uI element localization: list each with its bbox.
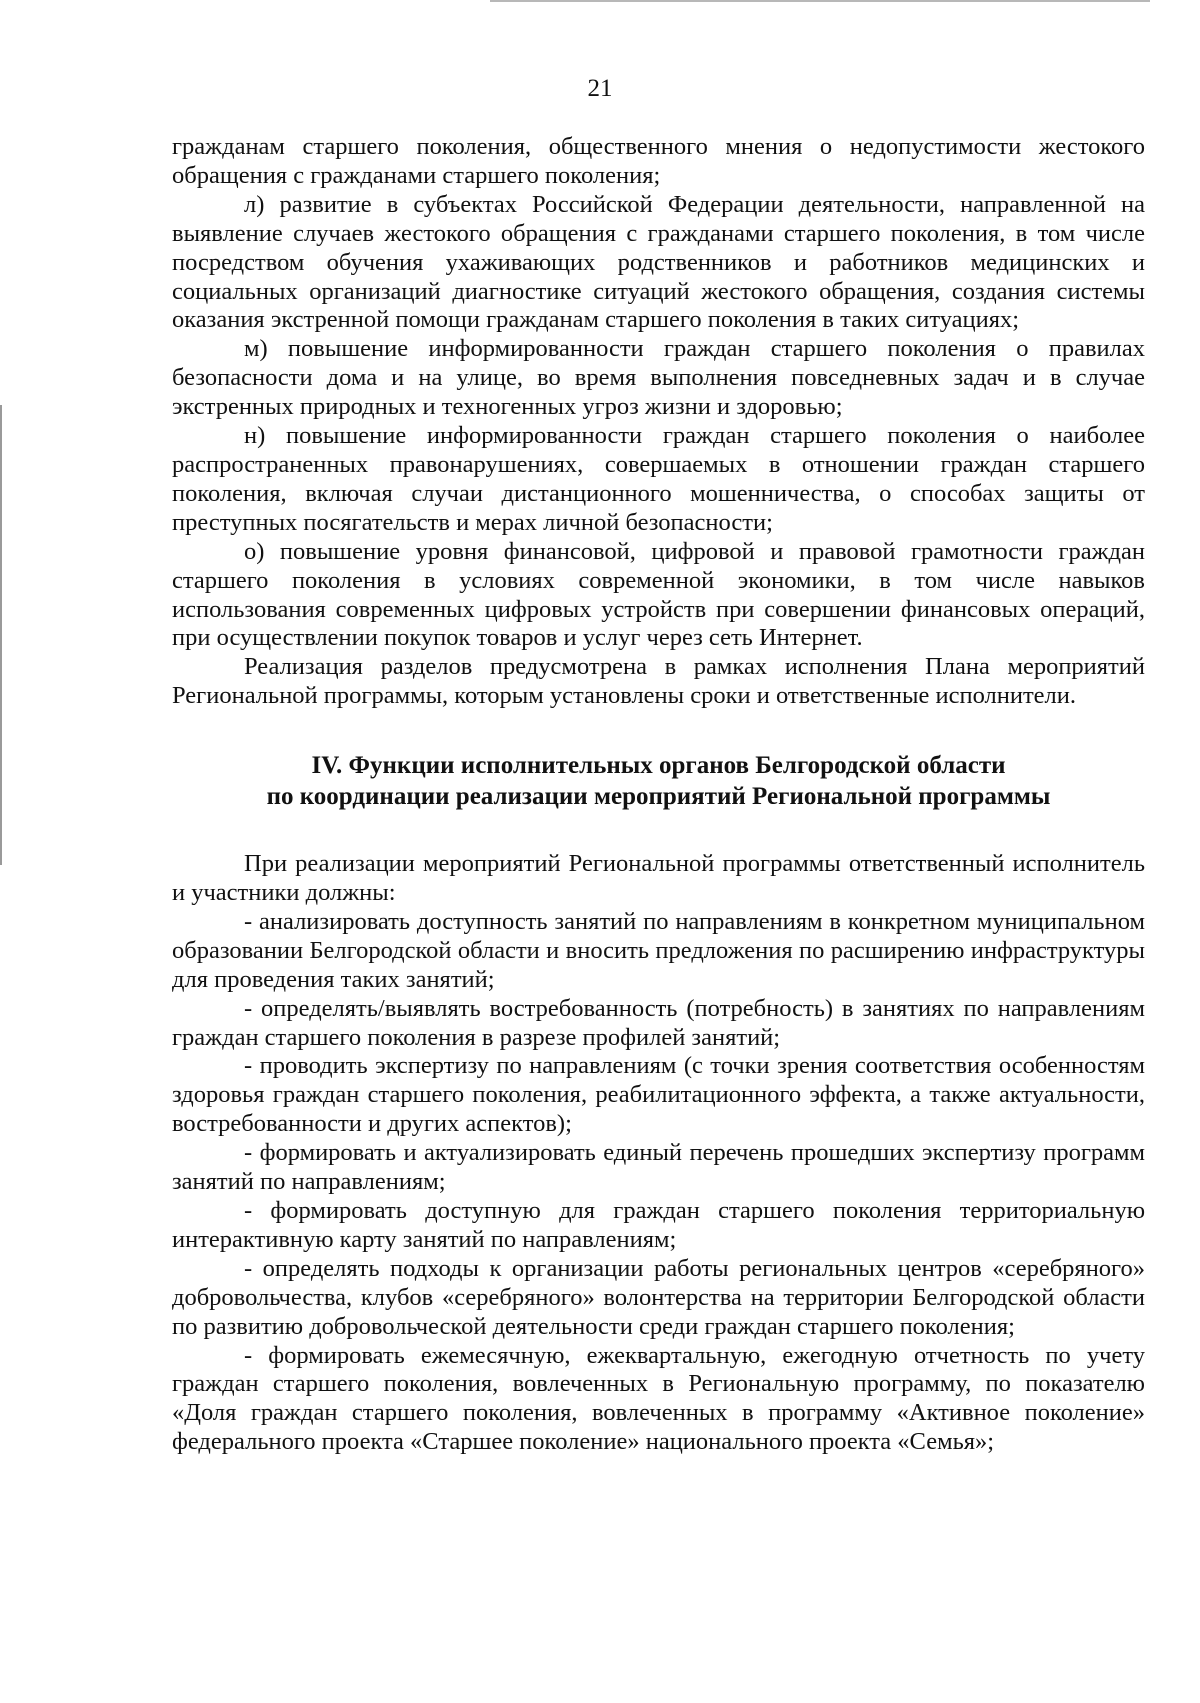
paragraph: При реализации мероприятий Региональной программы ответственный исполнитель и участники должны:: [172, 850, 1145, 907]
page-number: 21: [587, 75, 613, 102]
left-edge-line: [0, 405, 2, 865]
list-item: - формировать доступную для граждан старшего поколения территориальную интерактивную карту занятий по направлениям;: [172, 1197, 1145, 1253]
list-item: - анализировать доступность занятий по направлениям в конкретном муниципальном образовании Белгородской области и вносить предложения по расширению инфраструктуры для проведения таких занятий;: [172, 907, 1145, 993]
paragraph: л) развитие в субъектах Российской Федерации деятельности, направленной на выявление случаев жестокого обращения с гражданами старшего поколения, в том числе посредством обучения ухаживающих родственников и работников медицинских и социальных организаций диагностике ситуаций жестокого обращения, создания системы оказания экстренной помощи гражданам старшего поколения в таких ситуациях;: [172, 190, 1145, 334]
paragraph: гражданам старшего поколения, общественного мнения о недопустимости жестокого обращения с гражданами старшего поколения;: [172, 133, 1145, 189]
top-edge-line: [490, 0, 1150, 2]
section-heading-line-2: по координации реализации мероприятий Региональной программы: [266, 783, 1051, 811]
list-item: - формировать ежемесячную, ежеквартальную, ежегодную отчетность по учету граждан старшего поколения, вовлеченных в Региональную программу, по показателю «Доля граждан старшего поколения, вовлеченных в программу «Активное поколение» федерального проекта «Старшее поколение» национального проекта «Семья»;: [172, 1341, 1145, 1456]
list-item: - определять подходы к организации работы региональных центров «серебряного» добровольчества, клубов «серебряного» волонтерства на территории Белгородской области по развитию добровольческой деятельности среди граждан старшего поколения;: [172, 1254, 1145, 1340]
paragraph: н) повышение информированности граждан старшего поколения о наиболее распространенных правонарушениях, совершаемых в отношении граждан старшего поколения, включая случаи дистанционного мошенничества, о способах защиты от преступных посягательств и мерах личной безопасности;: [172, 422, 1145, 536]
list-item: - проводить экспертизу по направлениям (с точки зрения соответствия особенностям здоровья граждан старшего поколения, реабилитационного эффекта, а также актуальности, востребованности и других аспектов);: [172, 1052, 1145, 1138]
document-body: [172, 133, 1145, 1457]
section-heading-line-1: IV. Функции исполнительных органов Белгородской области: [311, 752, 1006, 780]
list-item: - определять/выявлять востребованность (потребность) в занятиях по направлениям граждан старшего поколения в разрезе профилей занятий;: [172, 994, 1145, 1051]
paragraph: Реализация разделов предусмотрена в рамках исполнения Плана мероприятий Региональной программы, которым установлены сроки и ответственные исполнители.: [172, 653, 1145, 710]
list-item: - формировать и актуализировать единый перечень прошедших экспертизу программ занятий по направлениям;: [172, 1139, 1145, 1196]
paragraph: м) повышение информированности граждан старшего поколения о правилах безопасности дома и на улице, во время выполнения повседневных задач и в случае экстренных природных и техногенных угроз жизни и здоровью;: [172, 335, 1145, 421]
paragraph: о) повышение уровня финансовой, цифровой и правовой грамотности граждан старшего поколения в условиях современной экономики, в том числе навыков использования современных цифровых устройств при совершении финансовых операций, при осуществлении покупок товаров и услуг через сеть Интернет.: [172, 537, 1145, 652]
section-heading: [172, 750, 1145, 812]
